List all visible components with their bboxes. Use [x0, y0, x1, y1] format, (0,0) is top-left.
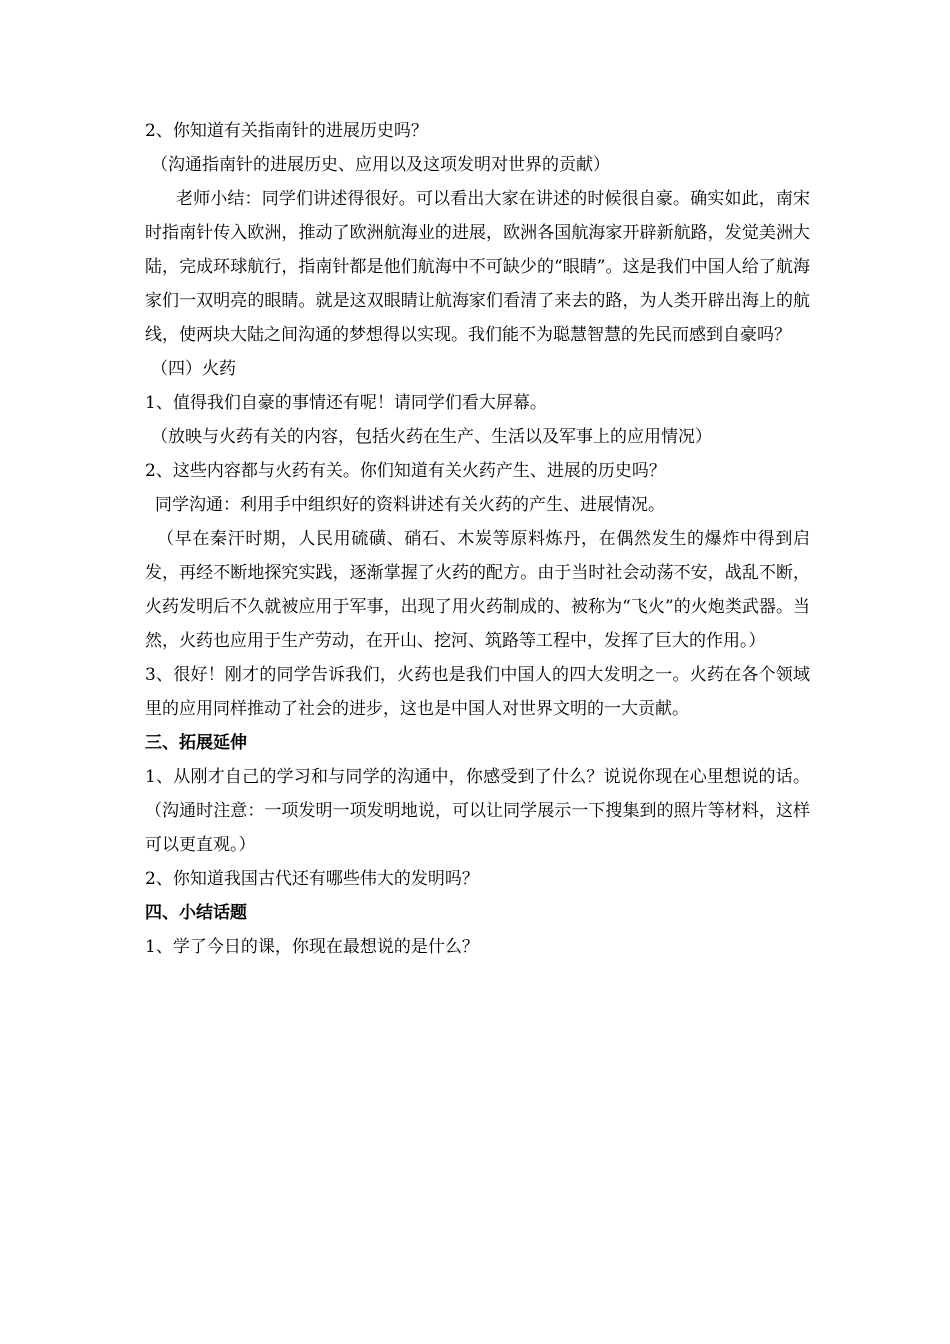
gunpowder-history-note: （早在秦汗时期，人民用硫磺、硝石、木炭等原料炼丹，在偶然发生的爆炸中得到启发，再经不断地探究实践，逐渐掌握了火药的配方。由于当时社会动荡不安，战乱不断，火药发明后不久就被应用于军事，出现了用火药制成的、被称为“飞火”的火炮类武器。当然，火药也应用于生产劳动，在开山、挖河、筑路等工程中，发挥了巨大的作用。） [145, 529, 810, 651]
gunpowder-step-2: 2、这些内容都与火药有关。你们知道有关火药产生、进展的历史吗？ [145, 461, 666, 481]
extension-question-2: 2、你知道我国古代还有哪些伟大的发明吗？ [145, 869, 479, 889]
teacher-summary-paragraph: 老师小结：同学们讲述得很好。可以看出大家在讲述的时候很自豪。确实如此，南宋时指南针传入欧洲，推动了欧洲航海业的进展，欧洲各国航海家开辟新航路，发觉美洲大陆，完成环球航行，指南针都是他们航海中不可缺少的“眼睛”。这是我们中国人给了航海家们一双明亮的眼睛。就是这双眼睛让航海家们看清了来去的路，为人类开辟出海上的航线，使两块大陆之间沟通的梦想得以实现。我们能不为聪慧智慧的先民而感到自豪吗？ [145, 189, 810, 345]
section-gunpowder-title: （四）火药 [151, 359, 236, 379]
extension-question-1: 1、从刚才自己的学习和与同学的沟通中，你感受到了什么？说说你现在心里想说的话。 （沟通时注意：一项发明一项发明地说，可以让同学展示一下搜集到的照片等材料，这样可以更直观。） [145, 767, 827, 855]
student-discussion-line: 同学沟通：利用手中组织好的资料讲述有关火药的产生、进展情况。 [155, 495, 665, 515]
question-2-compass-history: 2、你知道有关指南针的进展历史吗？ [145, 121, 428, 141]
document-page [145, 114, 827, 964]
summary-question-1: 1、学了今日的课，你现在最想说的是什么？ [145, 937, 479, 957]
gunpowder-screening-note: （放映与火药有关的内容，包括火药在生产、生活以及军事上的应用情况） [151, 427, 712, 447]
gunpowder-step-1: 1、值得我们自豪的事情还有呢！请同学们看大屏幕。 [145, 393, 547, 413]
section-3-heading: 三、拓展延伸 [145, 733, 247, 753]
gunpowder-step-3: 3、很好！刚才的同学告诉我们，火药也是我们中国人的四大发明之一。火药在各个领域里的应用同样推动了社会的进步，这也是中国人对世界文明的一大贡献。 [145, 665, 810, 719]
section-4-heading: 四、小结话题 [145, 903, 247, 923]
compass-discussion-note: （沟通指南针的进展历史、应用以及这项发明对世界的贡献） [151, 155, 610, 175]
